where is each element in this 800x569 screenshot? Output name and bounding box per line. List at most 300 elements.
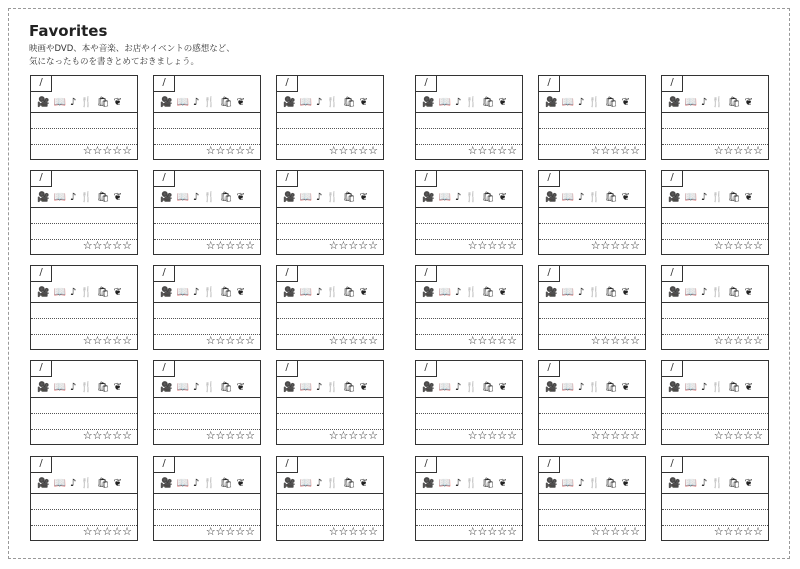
movie-camera-icon[interactable]: 🎥 [422, 382, 435, 393]
music-note-icon[interactable]: ♪ [69, 192, 77, 203]
date-box[interactable]: / [31, 361, 52, 377]
book-icon[interactable]: 📖 [438, 192, 451, 203]
music-note-icon[interactable]: ♪ [577, 478, 585, 489]
date-box[interactable]: / [31, 266, 52, 282]
book-icon[interactable]: 📖 [684, 97, 697, 108]
fork-knife-icon[interactable]: 🍴 [465, 287, 478, 298]
favorite-card [153, 265, 261, 350]
writing-line [277, 509, 383, 510]
date-box[interactable]: / [662, 76, 683, 92]
music-note-icon[interactable]: ♪ [192, 192, 200, 203]
star-rating[interactable]: ☆☆☆☆☆ [82, 239, 132, 252]
heart-hands-icon[interactable]: ❦ [744, 192, 753, 203]
heart-hands-icon[interactable]: ❦ [359, 382, 368, 393]
star-rating[interactable]: ☆☆☆☆☆ [467, 239, 517, 252]
writing-line [539, 302, 645, 303]
heart-hands-icon[interactable]: ❦ [498, 192, 507, 203]
movie-camera-icon[interactable]: 🎥 [283, 192, 296, 203]
heart-hands-icon[interactable]: ❦ [744, 478, 753, 489]
movie-camera-icon[interactable]: 🎥 [160, 97, 173, 108]
date-box[interactable]: / [277, 266, 298, 282]
heart-hands-icon[interactable]: ❦ [744, 287, 753, 298]
fork-knife-icon[interactable]: 🍴 [465, 382, 478, 393]
shopping-bag-icon[interactable]: 🛍 [727, 382, 741, 393]
writing-line [277, 128, 383, 129]
star-rating[interactable]: ☆☆☆☆☆ [590, 429, 640, 442]
star-rating[interactable]: ☆☆☆☆☆ [713, 239, 763, 252]
shopping-bag-icon[interactable]: 🛍 [219, 192, 233, 203]
music-note-icon[interactable]: ♪ [454, 192, 462, 203]
star-rating[interactable]: ☆☆☆☆☆ [467, 334, 517, 347]
star-rating[interactable]: ☆☆☆☆☆ [328, 429, 378, 442]
writing-line [154, 509, 260, 510]
movie-camera-icon[interactable]: 🎥 [545, 192, 558, 203]
description-line-1: 映画やDVD、本や音楽、お店やイベントの感想など、 [29, 44, 235, 54]
music-note-icon[interactable]: ♪ [315, 97, 323, 108]
music-note-icon[interactable]: ♪ [192, 478, 200, 489]
writing-line [31, 112, 137, 113]
date-box[interactable]: / [277, 361, 298, 377]
date-box[interactable]: / [416, 76, 437, 92]
music-note-icon[interactable]: ♪ [69, 97, 77, 108]
category-icons [545, 97, 630, 108]
fork-knife-icon[interactable]: 🍴 [711, 192, 724, 203]
book-icon[interactable]: 📖 [176, 478, 189, 489]
writing-line [416, 112, 522, 113]
fork-knife-icon[interactable]: 🍴 [80, 192, 93, 203]
writing-line [416, 493, 522, 494]
heart-hands-icon[interactable]: ❦ [113, 478, 122, 489]
fork-knife-icon[interactable]: 🍴 [80, 97, 93, 108]
music-note-icon[interactable]: ♪ [700, 382, 708, 393]
shopping-bag-icon[interactable]: 🛍 [604, 192, 618, 203]
date-box[interactable]: / [662, 171, 683, 187]
book-icon[interactable]: 📖 [53, 97, 66, 108]
date-box[interactable]: / [154, 171, 175, 187]
star-rating[interactable]: ☆☆☆☆☆ [328, 144, 378, 157]
book-icon[interactable]: 📖 [53, 382, 66, 393]
category-icons [422, 192, 507, 203]
book-icon[interactable]: 📖 [684, 382, 697, 393]
star-rating[interactable]: ☆☆☆☆☆ [467, 525, 517, 538]
shopping-bag-icon[interactable]: 🛍 [342, 287, 356, 298]
book-icon[interactable]: 📖 [53, 478, 66, 489]
heart-hands-icon[interactable]: ❦ [621, 192, 630, 203]
star-rating[interactable]: ☆☆☆☆☆ [467, 429, 517, 442]
writing-line [416, 397, 522, 398]
date-box[interactable]: / [416, 171, 437, 187]
favorite-card [661, 265, 769, 350]
date-box[interactable]: / [154, 76, 175, 92]
category-icons [160, 97, 245, 108]
fork-knife-icon[interactable]: 🍴 [465, 478, 478, 489]
shopping-bag-icon[interactable]: 🛍 [342, 382, 356, 393]
movie-camera-icon[interactable]: 🎥 [545, 382, 558, 393]
writing-line [277, 302, 383, 303]
heart-hands-icon[interactable]: ❦ [744, 97, 753, 108]
book-icon[interactable]: 📖 [561, 287, 574, 298]
heart-hands-icon[interactable]: ❦ [498, 478, 507, 489]
movie-camera-icon[interactable]: 🎥 [283, 287, 296, 298]
fork-knife-icon[interactable]: 🍴 [326, 478, 339, 489]
heart-hands-icon[interactable]: ❦ [236, 478, 245, 489]
writing-line [277, 318, 383, 319]
fork-knife-icon[interactable]: 🍴 [588, 287, 601, 298]
page-title: Favorites [29, 22, 108, 40]
fork-knife-icon[interactable]: 🍴 [203, 97, 216, 108]
category-icons [422, 287, 507, 298]
book-icon[interactable]: 📖 [561, 382, 574, 393]
star-rating[interactable]: ☆☆☆☆☆ [590, 239, 640, 252]
fork-knife-icon[interactable]: 🍴 [588, 478, 601, 489]
heart-hands-icon[interactable]: ❦ [236, 97, 245, 108]
date-box[interactable]: / [31, 171, 52, 187]
shopping-bag-icon[interactable]: 🛍 [481, 97, 495, 108]
star-rating[interactable]: ☆☆☆☆☆ [328, 334, 378, 347]
book-icon[interactable]: 📖 [176, 192, 189, 203]
fork-knife-icon[interactable]: 🍴 [711, 97, 724, 108]
music-note-icon[interactable]: ♪ [315, 287, 323, 298]
category-icons [545, 478, 630, 489]
writing-line [154, 223, 260, 224]
shopping-bag-icon[interactable]: 🛍 [342, 97, 356, 108]
writing-line [416, 223, 522, 224]
date-box[interactable]: / [416, 457, 437, 473]
star-rating[interactable]: ☆☆☆☆☆ [205, 525, 255, 538]
date-box[interactable]: / [154, 457, 175, 473]
music-note-icon[interactable]: ♪ [454, 382, 462, 393]
date-box[interactable]: / [154, 361, 175, 377]
book-icon[interactable]: 📖 [53, 192, 66, 203]
fork-knife-icon[interactable]: 🍴 [711, 287, 724, 298]
favorite-card [415, 170, 523, 255]
shopping-bag-icon[interactable]: 🛍 [604, 97, 618, 108]
category-icons [545, 192, 630, 203]
star-rating[interactable]: ☆☆☆☆☆ [713, 525, 763, 538]
shopping-bag-icon[interactable]: 🛍 [481, 478, 495, 489]
movie-camera-icon[interactable]: 🎥 [545, 478, 558, 489]
favorite-card [276, 75, 384, 160]
shopping-bag-icon[interactable]: 🛍 [604, 478, 618, 489]
book-icon[interactable]: 📖 [561, 97, 574, 108]
music-note-icon[interactable]: ♪ [454, 287, 462, 298]
music-note-icon[interactable]: ♪ [577, 382, 585, 393]
movie-camera-icon[interactable]: 🎥 [160, 478, 173, 489]
writing-line [31, 207, 137, 208]
heart-hands-icon[interactable]: ❦ [113, 97, 122, 108]
movie-camera-icon[interactable]: 🎥 [37, 192, 50, 203]
movie-camera-icon[interactable]: 🎥 [668, 97, 681, 108]
shopping-bag-icon[interactable]: 🛍 [727, 192, 741, 203]
movie-camera-icon[interactable]: 🎥 [668, 287, 681, 298]
music-note-icon[interactable]: ♪ [315, 382, 323, 393]
shopping-bag-icon[interactable]: 🛍 [219, 287, 233, 298]
shopping-bag-icon[interactable]: 🛍 [96, 478, 110, 489]
music-note-icon[interactable]: ♪ [454, 478, 462, 489]
fork-knife-icon[interactable]: 🍴 [588, 97, 601, 108]
star-rating[interactable]: ☆☆☆☆☆ [205, 334, 255, 347]
writing-line [154, 318, 260, 319]
heart-hands-icon[interactable]: ❦ [498, 97, 507, 108]
writing-line [31, 302, 137, 303]
favorite-card [661, 75, 769, 160]
book-icon[interactable]: 📖 [438, 478, 451, 489]
fork-knife-icon[interactable]: 🍴 [465, 97, 478, 108]
category-icons [545, 382, 630, 393]
music-note-icon[interactable]: ♪ [700, 192, 708, 203]
category-icons [160, 192, 245, 203]
book-icon[interactable]: 📖 [684, 192, 697, 203]
book-icon[interactable]: 📖 [561, 192, 574, 203]
music-note-icon[interactable]: ♪ [700, 97, 708, 108]
heart-hands-icon[interactable]: ❦ [236, 287, 245, 298]
writing-line [416, 207, 522, 208]
category-icons [37, 382, 122, 393]
book-icon[interactable]: 📖 [561, 478, 574, 489]
date-box[interactable]: / [539, 171, 560, 187]
heart-hands-icon[interactable]: ❦ [359, 478, 368, 489]
date-box[interactable]: / [277, 171, 298, 187]
book-icon[interactable]: 📖 [299, 287, 312, 298]
movie-camera-icon[interactable]: 🎥 [160, 192, 173, 203]
star-rating[interactable]: ☆☆☆☆☆ [82, 525, 132, 538]
music-note-icon[interactable]: ♪ [69, 478, 77, 489]
writing-line [539, 112, 645, 113]
book-icon[interactable]: 📖 [299, 97, 312, 108]
heart-hands-icon[interactable]: ❦ [113, 287, 122, 298]
writing-line [662, 397, 768, 398]
category-icons [160, 382, 245, 393]
star-rating[interactable]: ☆☆☆☆☆ [205, 144, 255, 157]
heart-hands-icon[interactable]: ❦ [621, 382, 630, 393]
favorite-card [415, 75, 523, 160]
shopping-bag-icon[interactable]: 🛍 [342, 478, 356, 489]
star-rating[interactable]: ☆☆☆☆☆ [590, 334, 640, 347]
writing-line [662, 223, 768, 224]
movie-camera-icon[interactable]: 🎥 [668, 192, 681, 203]
movie-camera-icon[interactable]: 🎥 [37, 478, 50, 489]
favorite-card [661, 170, 769, 255]
shopping-bag-icon[interactable]: 🛍 [604, 382, 618, 393]
book-icon[interactable]: 📖 [176, 287, 189, 298]
book-icon[interactable]: 📖 [684, 287, 697, 298]
book-icon[interactable]: 📖 [299, 382, 312, 393]
book-icon[interactable]: 📖 [684, 478, 697, 489]
date-box[interactable]: / [539, 76, 560, 92]
writing-line [277, 223, 383, 224]
writing-line [662, 318, 768, 319]
music-note-icon[interactable]: ♪ [69, 382, 77, 393]
shopping-bag-icon[interactable]: 🛍 [96, 287, 110, 298]
writing-line [31, 509, 137, 510]
heart-hands-icon[interactable]: ❦ [359, 97, 368, 108]
movie-camera-icon[interactable]: 🎥 [160, 287, 173, 298]
shopping-bag-icon[interactable]: 🛍 [219, 382, 233, 393]
star-rating[interactable]: ☆☆☆☆☆ [82, 429, 132, 442]
date-box[interactable]: / [277, 76, 298, 92]
movie-camera-icon[interactable]: 🎥 [668, 382, 681, 393]
star-rating[interactable]: ☆☆☆☆☆ [713, 144, 763, 157]
writing-line [662, 207, 768, 208]
date-box[interactable]: / [31, 76, 52, 92]
music-note-icon[interactable]: ♪ [192, 287, 200, 298]
music-note-icon[interactable]: ♪ [700, 287, 708, 298]
date-box[interactable]: / [662, 361, 683, 377]
movie-camera-icon[interactable]: 🎥 [422, 97, 435, 108]
star-rating[interactable]: ☆☆☆☆☆ [82, 144, 132, 157]
fork-knife-icon[interactable]: 🍴 [326, 97, 339, 108]
writing-line [277, 112, 383, 113]
date-box[interactable]: / [416, 266, 437, 282]
book-icon[interactable]: 📖 [438, 382, 451, 393]
book-icon[interactable]: 📖 [299, 478, 312, 489]
star-rating[interactable]: ☆☆☆☆☆ [205, 239, 255, 252]
shopping-bag-icon[interactable]: 🛍 [219, 478, 233, 489]
category-icons [37, 287, 122, 298]
date-box[interactable]: / [154, 266, 175, 282]
fork-knife-icon[interactable]: 🍴 [203, 478, 216, 489]
shopping-bag-icon[interactable]: 🛍 [481, 382, 495, 393]
fork-knife-icon[interactable]: 🍴 [326, 382, 339, 393]
heart-hands-icon[interactable]: ❦ [113, 382, 122, 393]
shopping-bag-icon[interactable]: 🛍 [96, 382, 110, 393]
movie-camera-icon[interactable]: 🎥 [283, 97, 296, 108]
writing-line [539, 397, 645, 398]
writing-line [416, 128, 522, 129]
music-note-icon[interactable]: ♪ [192, 97, 200, 108]
book-icon[interactable]: 📖 [438, 287, 451, 298]
music-note-icon[interactable]: ♪ [69, 287, 77, 298]
writing-line [154, 302, 260, 303]
shopping-bag-icon[interactable]: 🛍 [219, 97, 233, 108]
movie-camera-icon[interactable]: 🎥 [160, 382, 173, 393]
movie-camera-icon[interactable]: 🎥 [545, 287, 558, 298]
star-rating[interactable]: ☆☆☆☆☆ [713, 429, 763, 442]
heart-hands-icon[interactable]: ❦ [113, 192, 122, 203]
star-rating[interactable]: ☆☆☆☆☆ [205, 429, 255, 442]
music-note-icon[interactable]: ♪ [315, 478, 323, 489]
shopping-bag-icon[interactable]: 🛍 [481, 287, 495, 298]
heart-hands-icon[interactable]: ❦ [359, 287, 368, 298]
music-note-icon[interactable]: ♪ [454, 97, 462, 108]
fork-knife-icon[interactable]: 🍴 [203, 192, 216, 203]
date-box[interactable]: / [31, 457, 52, 473]
music-note-icon[interactable]: ♪ [577, 287, 585, 298]
star-rating[interactable]: ☆☆☆☆☆ [467, 144, 517, 157]
heart-hands-icon[interactable]: ❦ [498, 382, 507, 393]
writing-line [277, 397, 383, 398]
fork-knife-icon[interactable]: 🍴 [711, 478, 724, 489]
movie-camera-icon[interactable]: 🎥 [422, 287, 435, 298]
category-icons [422, 478, 507, 489]
favorite-card [415, 360, 523, 445]
date-box[interactable]: / [539, 266, 560, 282]
music-note-icon[interactable]: ♪ [577, 97, 585, 108]
date-box[interactable]: / [662, 266, 683, 282]
movie-camera-icon[interactable]: 🎥 [37, 287, 50, 298]
shopping-bag-icon[interactable]: 🛍 [96, 192, 110, 203]
category-icons [283, 478, 368, 489]
fork-knife-icon[interactable]: 🍴 [465, 192, 478, 203]
fork-knife-icon[interactable]: 🍴 [203, 382, 216, 393]
shopping-bag-icon[interactable]: 🛍 [96, 97, 110, 108]
movie-camera-icon[interactable]: 🎥 [422, 478, 435, 489]
star-rating[interactable]: ☆☆☆☆☆ [590, 144, 640, 157]
shopping-bag-icon[interactable]: 🛍 [342, 192, 356, 203]
description-line-2: 気になったものを書きとめておきましょう。 [29, 57, 200, 67]
writing-line [662, 302, 768, 303]
fork-knife-icon[interactable]: 🍴 [588, 382, 601, 393]
shopping-bag-icon[interactable]: 🛍 [604, 287, 618, 298]
shopping-bag-icon[interactable]: 🛍 [727, 478, 741, 489]
date-box[interactable]: / [277, 457, 298, 473]
music-note-icon[interactable]: ♪ [192, 382, 200, 393]
movie-camera-icon[interactable]: 🎥 [283, 382, 296, 393]
date-box[interactable]: / [539, 361, 560, 377]
music-note-icon[interactable]: ♪ [315, 192, 323, 203]
movie-camera-icon[interactable]: 🎥 [37, 382, 50, 393]
movie-camera-icon[interactable]: 🎥 [668, 478, 681, 489]
fork-knife-icon[interactable]: 🍴 [326, 287, 339, 298]
writing-line [154, 128, 260, 129]
shopping-bag-icon[interactable]: 🛍 [727, 287, 741, 298]
writing-line [154, 493, 260, 494]
book-icon[interactable]: 📖 [176, 97, 189, 108]
heart-hands-icon[interactable]: ❦ [621, 97, 630, 108]
heart-hands-icon[interactable]: ❦ [621, 287, 630, 298]
fork-knife-icon[interactable]: 🍴 [80, 478, 93, 489]
heart-hands-icon[interactable]: ❦ [236, 192, 245, 203]
star-rating[interactable]: ☆☆☆☆☆ [590, 525, 640, 538]
date-box[interactable]: / [662, 457, 683, 473]
favorite-card [538, 265, 646, 350]
movie-camera-icon[interactable]: 🎥 [422, 192, 435, 203]
movie-camera-icon[interactable]: 🎥 [283, 478, 296, 489]
favorite-card [30, 456, 138, 541]
star-rating[interactable]: ☆☆☆☆☆ [82, 334, 132, 347]
book-icon[interactable]: 📖 [176, 382, 189, 393]
fork-knife-icon[interactable]: 🍴 [711, 382, 724, 393]
date-box[interactable]: / [416, 361, 437, 377]
heart-hands-icon[interactable]: ❦ [236, 382, 245, 393]
writing-line [539, 318, 645, 319]
shopping-bag-icon[interactable]: 🛍 [727, 97, 741, 108]
star-rating[interactable]: ☆☆☆☆☆ [328, 525, 378, 538]
heart-hands-icon[interactable]: ❦ [498, 287, 507, 298]
star-rating[interactable]: ☆☆☆☆☆ [328, 239, 378, 252]
book-icon[interactable]: 📖 [438, 97, 451, 108]
heart-hands-icon[interactable]: ❦ [744, 382, 753, 393]
heart-hands-icon[interactable]: ❦ [359, 192, 368, 203]
favorite-card [30, 265, 138, 350]
book-icon[interactable]: 📖 [53, 287, 66, 298]
writing-line [31, 493, 137, 494]
date-box[interactable]: / [539, 457, 560, 473]
heart-hands-icon[interactable]: ❦ [621, 478, 630, 489]
movie-camera-icon[interactable]: 🎥 [545, 97, 558, 108]
star-rating[interactable]: ☆☆☆☆☆ [713, 334, 763, 347]
fork-knife-icon[interactable]: 🍴 [588, 192, 601, 203]
book-icon[interactable]: 📖 [299, 192, 312, 203]
fork-knife-icon[interactable]: 🍴 [203, 287, 216, 298]
fork-knife-icon[interactable]: 🍴 [326, 192, 339, 203]
music-note-icon[interactable]: ♪ [577, 192, 585, 203]
music-note-icon[interactable]: ♪ [700, 478, 708, 489]
fork-knife-icon[interactable]: 🍴 [80, 287, 93, 298]
shopping-bag-icon[interactable]: 🛍 [481, 192, 495, 203]
fork-knife-icon[interactable]: 🍴 [80, 382, 93, 393]
movie-camera-icon[interactable]: 🎥 [37, 97, 50, 108]
